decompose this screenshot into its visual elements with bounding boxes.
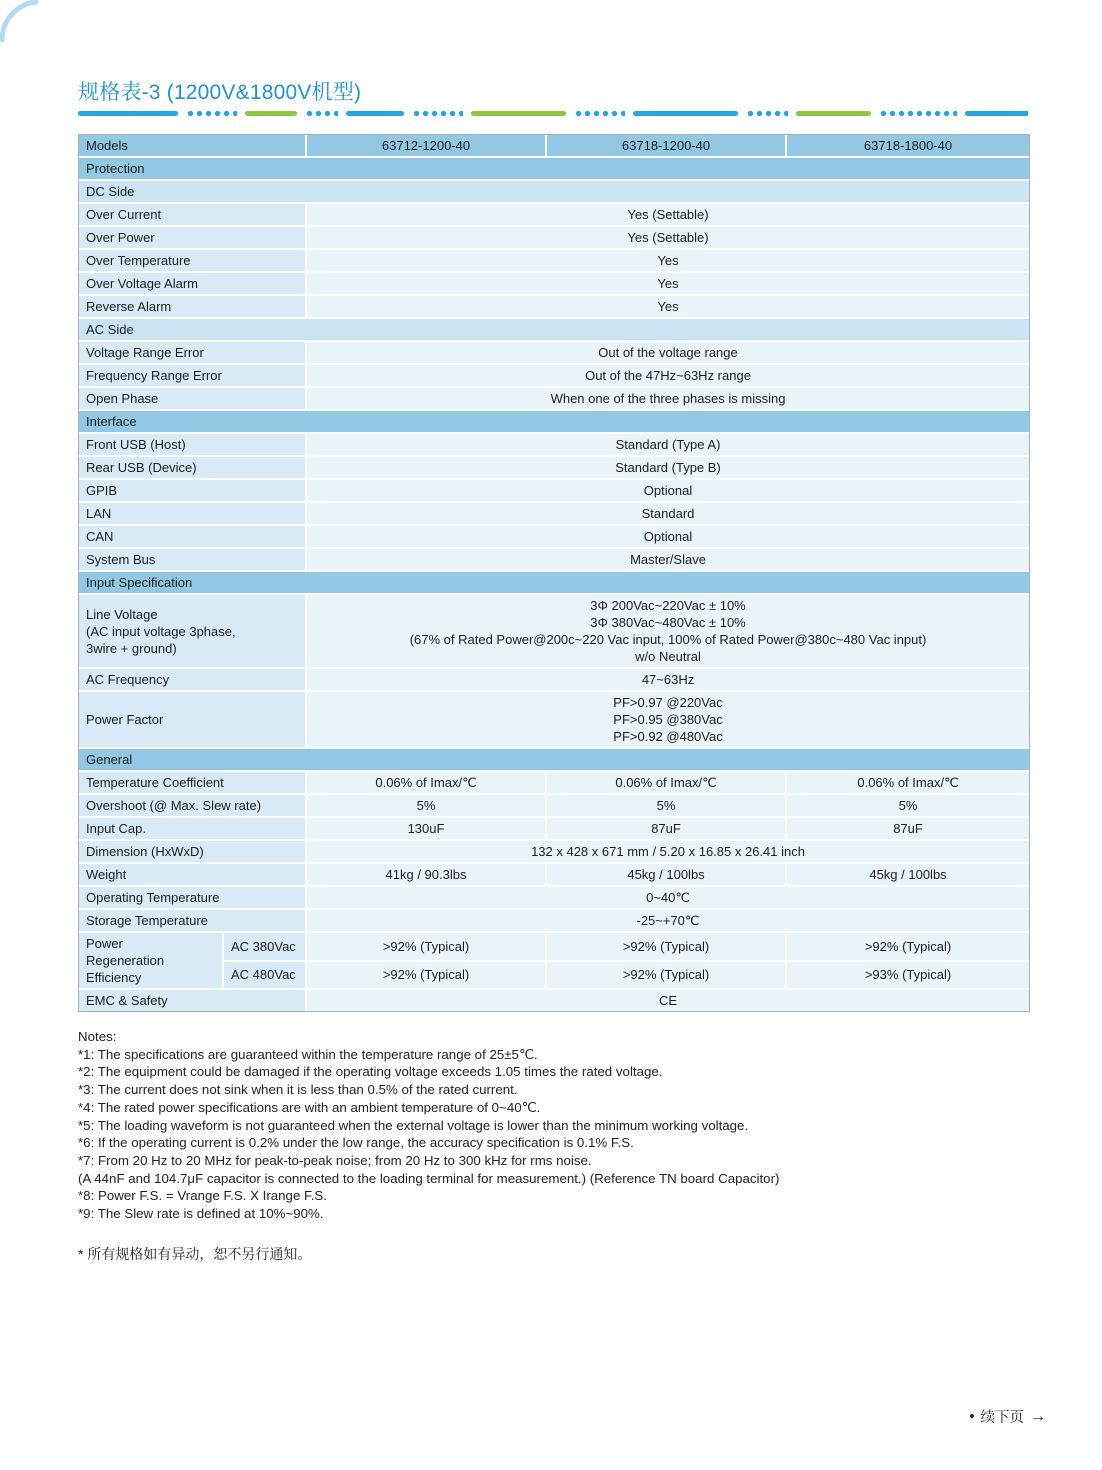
notes-title: Notes: bbox=[78, 1029, 117, 1044]
divider-dash bbox=[633, 111, 738, 116]
note-line: *3: The current does not sink when it is less than 0.5% of the rated current. bbox=[78, 1082, 518, 1098]
row-value: Yes bbox=[306, 249, 1029, 272]
row-value: 45kg / 100lbs bbox=[786, 863, 1029, 886]
text-line: Regeneration bbox=[86, 953, 165, 968]
divider-dots bbox=[879, 111, 957, 116]
divider-dash bbox=[346, 111, 404, 116]
row-value: 41kg / 90.3lbs bbox=[306, 863, 546, 886]
row-label: Frequency Range Error bbox=[79, 364, 306, 387]
divider-dash bbox=[245, 111, 297, 116]
row-value: 45kg / 100lbs bbox=[546, 863, 786, 886]
row-label: Power Factor bbox=[79, 691, 306, 748]
divider-dash bbox=[471, 111, 566, 116]
row-value: 47~63Hz bbox=[306, 668, 1029, 691]
row-value: Yes (Settable) bbox=[306, 226, 1029, 249]
row-value: Optional bbox=[306, 525, 1029, 548]
divider-dots bbox=[305, 111, 338, 116]
spec-row bbox=[79, 479, 1029, 502]
spec-row bbox=[79, 668, 1029, 691]
text-line: PF>0.92 @480Vac bbox=[613, 729, 723, 744]
note-line: *9: The Slew rate is defined at 10%~90%. bbox=[78, 1206, 324, 1222]
row-label: Weight bbox=[79, 863, 306, 886]
row-label: GPIB bbox=[79, 479, 306, 502]
row-value: Standard bbox=[306, 502, 1029, 525]
subsection-header-cell: AC Side bbox=[79, 318, 1029, 341]
row-value: Yes bbox=[306, 272, 1029, 295]
row-value: Yes (Settable) bbox=[306, 203, 1029, 226]
row-value: Standard (Type A) bbox=[306, 433, 1029, 456]
decorative-divider bbox=[78, 110, 1028, 116]
divider-dots bbox=[746, 111, 788, 116]
row-value: >93% (Typical) bbox=[786, 961, 1029, 990]
section-header-cell: Protection bbox=[79, 157, 1029, 180]
row-label: Operating Temperature bbox=[79, 886, 306, 909]
note-line: *8: Power F.S. = Vrange F.S. X Irange F.S. bbox=[78, 1188, 327, 1204]
row-value bbox=[306, 691, 1029, 748]
page-frame-corner bbox=[0, 0, 52, 52]
spec-table-body bbox=[79, 135, 1029, 1011]
arrow-right-icon: → bbox=[1030, 1407, 1046, 1425]
group-sublabel: AC 380Vac bbox=[223, 932, 306, 961]
text-line: 3wire + ground) bbox=[86, 640, 177, 656]
section-header-cell: Interface bbox=[79, 410, 1029, 433]
row-value: >92% (Typical) bbox=[546, 961, 786, 990]
spec-row bbox=[79, 525, 1029, 548]
spec-row bbox=[79, 364, 1029, 387]
row-label: Open Phase bbox=[79, 387, 306, 410]
section-row bbox=[79, 748, 1029, 771]
spec-row bbox=[79, 387, 1029, 410]
row-label: Front USB (Host) bbox=[79, 433, 306, 456]
spec-table bbox=[78, 134, 1030, 1012]
section-header-cell: General bbox=[79, 748, 1029, 771]
row-value: When one of the three phases is missing bbox=[306, 387, 1029, 410]
row-value: Standard (Type B) bbox=[306, 456, 1029, 479]
row-value: Out of the voltage range bbox=[306, 341, 1029, 364]
text-line: Efficiency bbox=[86, 970, 142, 985]
spec-row bbox=[79, 433, 1029, 456]
row-value: Yes bbox=[306, 295, 1029, 318]
footer-label: 续下页 bbox=[980, 1410, 1024, 1426]
note-line: *7: From 20 Hz to 20 MHz for peak-to-peak noise; from 20 Hz to 300 kHz for rms noise. bbox=[78, 1152, 592, 1168]
note-line: *6: If the operating current is 0.2% under the low range, the accuracy specification is 0.1% F.S. bbox=[78, 1135, 634, 1151]
section-row bbox=[79, 157, 1029, 180]
spec-row bbox=[79, 295, 1029, 318]
spec-row bbox=[79, 989, 1029, 1011]
spec-row bbox=[79, 594, 1029, 668]
divider-dots bbox=[412, 111, 463, 116]
spec-row bbox=[79, 502, 1029, 525]
spec-row bbox=[79, 249, 1029, 272]
row-label: Over Temperature bbox=[79, 249, 306, 272]
row-value: 0.06% of Imax/℃ bbox=[546, 771, 786, 794]
row-label: LAN bbox=[79, 502, 306, 525]
spec-row bbox=[79, 341, 1029, 364]
notes-lines bbox=[78, 1046, 1028, 1223]
divider-dots bbox=[186, 111, 237, 116]
spec-row bbox=[79, 863, 1029, 886]
notes-block bbox=[78, 1028, 1028, 1223]
group-sublabel: AC 480Vac bbox=[223, 961, 306, 990]
row-label: Overshoot (@ Max. Slew rate) bbox=[79, 794, 306, 817]
divider-dash bbox=[965, 111, 1028, 116]
page-title: 规格表-3 (1200V&1800V机型) bbox=[78, 81, 362, 104]
section-row bbox=[79, 410, 1029, 433]
row-label: System Bus bbox=[79, 548, 306, 571]
page-footer bbox=[969, 1406, 1046, 1427]
row-value: 5% bbox=[786, 794, 1029, 817]
row-value: >92% (Typical) bbox=[306, 932, 546, 961]
row-label: Rear USB (Device) bbox=[79, 456, 306, 479]
row-label: Temperature Coefficient bbox=[79, 771, 306, 794]
row-label: Over Voltage Alarm bbox=[79, 272, 306, 295]
spec-row bbox=[79, 909, 1029, 932]
divider-dots bbox=[574, 111, 625, 116]
spec-row bbox=[79, 203, 1029, 226]
row-label: Over Current bbox=[79, 203, 306, 226]
section-row bbox=[79, 571, 1029, 594]
spec-row bbox=[79, 548, 1029, 571]
subsection-header-cell: DC Side bbox=[79, 180, 1029, 203]
text-line: 3Φ 200Vac~220Vac ± 10% bbox=[590, 598, 746, 613]
row-value: 132 x 428 x 671 mm / 5.20 x 16.85 x 26.41 inch bbox=[306, 840, 1029, 863]
row-value: Master/Slave bbox=[306, 548, 1029, 571]
note-line: *2: The equipment could be damaged if the operating voltage exceeds 1.05 times the rated voltage. bbox=[78, 1064, 663, 1080]
row-value: Out of the 47Hz~63Hz range bbox=[306, 364, 1029, 387]
spec-row bbox=[79, 691, 1029, 748]
row-value: 130uF bbox=[306, 817, 546, 840]
spec-row bbox=[79, 817, 1029, 840]
spec-subrow bbox=[79, 932, 1029, 961]
text-line: PF>0.95 @380Vac bbox=[613, 712, 723, 727]
row-value: 5% bbox=[546, 794, 786, 817]
row-value: >92% (Typical) bbox=[786, 932, 1029, 961]
note-line: *4: The rated power specifications are with an ambient temperature of 0~40℃. bbox=[78, 1099, 541, 1115]
text-line: w/o Neutral bbox=[635, 649, 701, 664]
row-value bbox=[306, 594, 1029, 668]
row-value: 0~40℃ bbox=[306, 886, 1029, 909]
divider-dash bbox=[78, 111, 178, 116]
spec-row bbox=[79, 226, 1029, 249]
row-value: CE bbox=[306, 989, 1029, 1011]
spec-row bbox=[79, 771, 1029, 794]
row-label: Storage Temperature bbox=[79, 909, 306, 932]
row-label: Reverse Alarm bbox=[79, 295, 306, 318]
row-label bbox=[79, 594, 306, 668]
row-value: 0.06% of Imax/℃ bbox=[786, 771, 1029, 794]
note-line: (A 44nF and 104.7μF capacitor is connected to the loading terminal for measurement.) (Reference TN board Capacitor) bbox=[78, 1170, 780, 1186]
row-value: 87uF bbox=[546, 817, 786, 840]
text-line: PF>0.97 @220Vac bbox=[613, 695, 723, 710]
row-value: >92% (Typical) bbox=[546, 932, 786, 961]
group-label bbox=[79, 932, 223, 989]
spec-row bbox=[79, 794, 1029, 817]
text-line: Line Voltage bbox=[86, 606, 158, 622]
models-header-row bbox=[79, 135, 1029, 157]
text-line: Power bbox=[86, 936, 123, 951]
row-value: 0.06% of Imax/℃ bbox=[306, 771, 546, 794]
subsection-row bbox=[79, 180, 1029, 203]
note-line: *5: The loading waveform is not guaranteed when the external voltage is lower than the minimum working voltage. bbox=[78, 1117, 749, 1133]
row-label: CAN bbox=[79, 525, 306, 548]
model-name: 63712-1200-40 bbox=[306, 135, 546, 157]
model-name: 63718-1800-40 bbox=[786, 135, 1029, 157]
row-value: Optional bbox=[306, 479, 1029, 502]
disclaimer-text: * 所有规格如有异动，恕不另行通知。 bbox=[78, 1246, 312, 1262]
row-value: -25~+70℃ bbox=[306, 909, 1029, 932]
row-label: Over Power bbox=[79, 226, 306, 249]
text-line: (AC input voltage 3phase, bbox=[86, 623, 236, 639]
spec-table-grid bbox=[79, 135, 1029, 1011]
spec-row bbox=[79, 886, 1029, 909]
row-label: Voltage Range Error bbox=[79, 341, 306, 364]
spec-row bbox=[79, 272, 1029, 295]
footer-bullet-icon: • bbox=[969, 1408, 975, 1425]
row-value: 87uF bbox=[786, 817, 1029, 840]
model-name: 63718-1200-40 bbox=[546, 135, 786, 157]
spec-row bbox=[79, 840, 1029, 863]
row-label: EMC & Safety bbox=[79, 989, 306, 1011]
divider-dash bbox=[796, 111, 871, 116]
spec-row bbox=[79, 456, 1029, 479]
note-line: *1: The specifications are guaranteed within the temperature range of 25±5℃. bbox=[78, 1046, 538, 1062]
subsection-row bbox=[79, 318, 1029, 341]
models-header-label: Models bbox=[79, 135, 306, 157]
corner-arc-icon bbox=[0, 0, 52, 52]
text-line: (67% of Rated Power@200c~220 Vac input, 100% of Rated Power@380c~480 Vac input) bbox=[409, 632, 927, 647]
section-header-cell: Input Specification bbox=[79, 571, 1029, 594]
row-label: AC Frequency bbox=[79, 668, 306, 691]
row-value: >92% (Typical) bbox=[306, 961, 546, 990]
row-label: Input Cap. bbox=[79, 817, 306, 840]
text-line: 3Φ 380Vac~480Vac ± 10% bbox=[590, 615, 746, 630]
row-label: Dimension (HxWxD) bbox=[79, 840, 306, 863]
row-value: 5% bbox=[306, 794, 546, 817]
